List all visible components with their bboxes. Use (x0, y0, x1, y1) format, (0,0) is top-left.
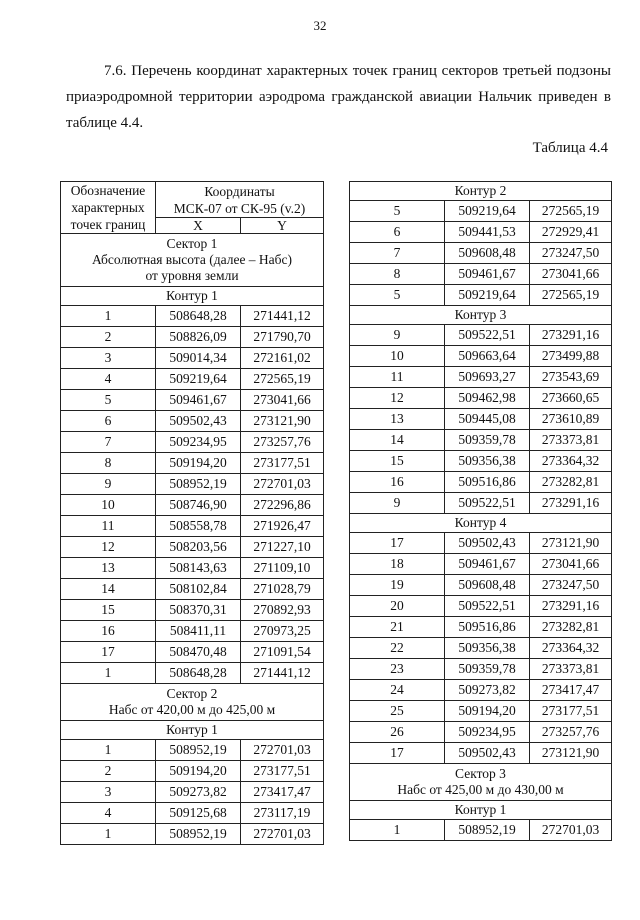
y-coordinate: 271926,47 (241, 516, 324, 537)
x-coordinate: 509522,51 (445, 325, 530, 346)
coordinates-header (156, 182, 324, 218)
sector-line: Сектор 3 (455, 766, 506, 781)
point-number: 16 (61, 621, 156, 642)
y-coordinate: 272701,03 (241, 474, 324, 495)
table-row (350, 388, 612, 409)
x-coordinate: 508952,19 (445, 820, 530, 841)
x-coordinate: 508470,48 (156, 642, 241, 663)
contour-row (350, 801, 612, 820)
table-row (61, 306, 324, 327)
y-coordinate: 273177,51 (241, 453, 324, 474)
point-number: 8 (61, 453, 156, 474)
contour-label: Контур 3 (350, 306, 612, 325)
point-number: 11 (61, 516, 156, 537)
table-row (61, 824, 324, 845)
table-row (61, 558, 324, 579)
x-coordinate: 508746,90 (156, 495, 241, 516)
y-coordinate: 273543,69 (530, 367, 612, 388)
point-number: 3 (61, 782, 156, 803)
point-number: 19 (350, 575, 445, 596)
x-coordinate: 508648,28 (156, 663, 241, 684)
header-line: точек границ (70, 217, 146, 232)
contour-row (61, 721, 324, 740)
y-coordinate: 273660,65 (530, 388, 612, 409)
y-coordinate: 273364,32 (530, 638, 612, 659)
x-coordinate: 509663,64 (445, 346, 530, 367)
contour-row (350, 514, 612, 533)
contour-row (350, 306, 612, 325)
point-number: 1 (61, 306, 156, 327)
x-coordinate: 509356,38 (445, 451, 530, 472)
y-coordinate: 273291,16 (530, 325, 612, 346)
x-coordinate: 508143,63 (156, 558, 241, 579)
table-row (350, 346, 612, 367)
table-row (61, 782, 324, 803)
point-number: 21 (350, 617, 445, 638)
sector-line: Сектор 2 (166, 686, 218, 701)
y-coordinate: 270892,93 (241, 600, 324, 621)
x-coordinate: 509219,64 (445, 285, 530, 306)
point-number: 20 (350, 596, 445, 617)
y-coordinate: 273041,66 (241, 390, 324, 411)
table-row (61, 663, 324, 684)
y-coordinate: 270973,25 (241, 621, 324, 642)
x-coordinate: 508102,84 (156, 579, 241, 600)
x-coordinate: 509502,43 (445, 743, 530, 764)
y-coordinate: 273373,81 (530, 659, 612, 680)
table-row (61, 579, 324, 600)
header-line: Обозначение (70, 183, 146, 198)
y-coordinate: 273610,89 (530, 409, 612, 430)
point-number: 17 (350, 533, 445, 554)
y-coordinate: 272565,19 (241, 369, 324, 390)
x-coordinate: 509608,48 (445, 575, 530, 596)
table-row (61, 537, 324, 558)
x-coordinate: 509462,98 (445, 388, 530, 409)
point-number: 15 (61, 600, 156, 621)
y-coordinate: 271028,79 (241, 579, 324, 600)
x-coordinate: 509356,38 (445, 638, 530, 659)
x-coordinate: 509516,86 (445, 617, 530, 638)
y-coordinate: 272565,19 (530, 201, 612, 222)
coordinates-table-left (60, 181, 324, 845)
point-number: 10 (350, 346, 445, 367)
table-row (350, 617, 612, 638)
y-coordinate: 271441,12 (241, 663, 324, 684)
table-row (61, 621, 324, 642)
point-number: 4 (61, 803, 156, 824)
table-row (350, 493, 612, 514)
y-coordinate: 273291,16 (530, 596, 612, 617)
y-coordinate: 272701,03 (241, 824, 324, 845)
point-number: 1 (61, 824, 156, 845)
x-coordinate: 509502,43 (445, 533, 530, 554)
x-coordinate: 509194,20 (445, 701, 530, 722)
point-number: 9 (350, 325, 445, 346)
table-row (61, 642, 324, 663)
table-row (350, 575, 612, 596)
table-row (61, 600, 324, 621)
table-row (350, 701, 612, 722)
contour-label: Контур 1 (350, 801, 612, 820)
sector-3-header-cell (350, 764, 612, 801)
y-coordinate: 273247,50 (530, 575, 612, 596)
table-row (350, 451, 612, 472)
x-coordinate: 509441,53 (445, 222, 530, 243)
sector-line: Набс от 420,00 м до 425,00 м (108, 702, 276, 717)
table-row (61, 432, 324, 453)
intro-paragraph: 7.6. Перечень координат характерных точек границ секторов третьей подзоны приаэродромной территории аэродрома гражданской авиации Нальчик приведен в таблице 4.4. (66, 63, 611, 131)
y-coordinate: 273177,51 (241, 761, 324, 782)
y-coordinate: 273282,81 (530, 617, 612, 638)
y-coordinate: 273499,88 (530, 346, 612, 367)
y-column-header: Y (241, 218, 324, 234)
x-coordinate: 509522,51 (445, 493, 530, 514)
x-coordinate: 509359,78 (445, 659, 530, 680)
table-row (350, 722, 612, 743)
x-coordinate: 509522,51 (445, 596, 530, 617)
sector-2-header-cell (61, 684, 324, 721)
table-row (350, 325, 612, 346)
table-row (61, 327, 324, 348)
point-number: 11 (350, 367, 445, 388)
y-coordinate: 271790,70 (241, 327, 324, 348)
point-number: 7 (350, 243, 445, 264)
point-number: 4 (61, 369, 156, 390)
table-row (61, 495, 324, 516)
table-row (350, 554, 612, 575)
x-coordinate: 509693,27 (445, 367, 530, 388)
x-coordinate: 509234,95 (445, 722, 530, 743)
header-line: характерных (71, 200, 145, 215)
point-column-header (61, 182, 156, 234)
x-coordinate: 509445,08 (445, 409, 530, 430)
point-number: 5 (61, 390, 156, 411)
x-coordinate: 509194,20 (156, 453, 241, 474)
point-number: 13 (350, 409, 445, 430)
contour-label: Контур 1 (61, 287, 324, 306)
x-coordinate: 509461,67 (445, 554, 530, 575)
y-coordinate: 272296,86 (241, 495, 324, 516)
x-coordinate: 508952,19 (156, 474, 241, 495)
sector-2-header (61, 684, 324, 721)
table-row (350, 367, 612, 388)
point-number: 16 (350, 472, 445, 493)
point-number: 7 (61, 432, 156, 453)
table-row (350, 638, 612, 659)
x-coordinate: 508203,56 (156, 537, 241, 558)
y-coordinate: 273041,66 (530, 554, 612, 575)
sector-1-header-cell (61, 234, 324, 287)
table-row (61, 761, 324, 782)
y-coordinate: 273121,90 (530, 533, 612, 554)
point-number: 15 (350, 451, 445, 472)
point-number: 2 (61, 761, 156, 782)
y-coordinate: 273282,81 (530, 472, 612, 493)
x-coordinate: 509461,67 (445, 264, 530, 285)
point-number: 2 (61, 327, 156, 348)
point-number: 1 (350, 820, 445, 841)
point-number: 14 (61, 579, 156, 600)
point-number: 25 (350, 701, 445, 722)
x-coordinate: 509273,82 (156, 782, 241, 803)
point-number: 12 (350, 388, 445, 409)
y-coordinate: 273364,32 (530, 451, 612, 472)
x-coordinate: 508411,11 (156, 621, 241, 642)
y-coordinate: 273291,16 (530, 493, 612, 514)
point-number: 6 (350, 222, 445, 243)
point-number: 24 (350, 680, 445, 701)
header-row (61, 182, 324, 218)
x-coordinate: 508648,28 (156, 306, 241, 327)
y-coordinate: 273417,47 (530, 680, 612, 701)
table-row (61, 453, 324, 474)
table-row (350, 472, 612, 493)
header-line: Координаты (204, 183, 275, 199)
table-row (350, 820, 612, 841)
x-coordinate: 509461,67 (156, 390, 241, 411)
x-coordinate: 509194,20 (156, 761, 241, 782)
point-number: 13 (61, 558, 156, 579)
y-coordinate: 271091,54 (241, 642, 324, 663)
x-coordinate: 509014,34 (156, 348, 241, 369)
point-number: 3 (61, 348, 156, 369)
sector-line: Сектор 1 (166, 236, 218, 251)
contour-row (61, 287, 324, 306)
y-coordinate: 273177,51 (530, 701, 612, 722)
sector-1-header (61, 234, 324, 287)
x-coordinate: 508952,19 (156, 824, 241, 845)
y-coordinate: 272929,41 (530, 222, 612, 243)
x-coordinate: 509234,95 (156, 432, 241, 453)
x-column-header: X (156, 218, 241, 234)
sector-line: от уровня земли (145, 268, 239, 283)
y-coordinate: 271109,10 (241, 558, 324, 579)
sector-line: Абсолютная высота (далее – Набс) (91, 252, 293, 267)
point-number: 1 (61, 663, 156, 684)
table-row (350, 596, 612, 617)
x-coordinate: 509502,43 (156, 411, 241, 432)
x-coordinate: 508826,09 (156, 327, 241, 348)
point-number: 1 (61, 740, 156, 761)
contour-label: Контур 1 (61, 721, 324, 740)
sector-line: Набс от 425,00 м до 430,00 м (397, 782, 564, 797)
contour-label: Контур 2 (350, 182, 612, 201)
x-coordinate: 509516,86 (445, 472, 530, 493)
table-row (61, 369, 324, 390)
table-row (350, 659, 612, 680)
y-coordinate: 273417,47 (241, 782, 324, 803)
y-coordinate: 271441,12 (241, 306, 324, 327)
x-coordinate: 509359,78 (445, 430, 530, 451)
point-number: 17 (61, 642, 156, 663)
point-number: 14 (350, 430, 445, 451)
header-line: МСК-07 от СК-95 (v.2) (173, 200, 306, 216)
x-coordinate: 508370,31 (156, 600, 241, 621)
point-number: 5 (350, 201, 445, 222)
point-number: 6 (61, 411, 156, 432)
point-number: 17 (350, 743, 445, 764)
y-coordinate: 273121,90 (530, 743, 612, 764)
y-coordinate: 272565,19 (530, 285, 612, 306)
point-number: 18 (350, 554, 445, 575)
y-coordinate: 273121,90 (241, 411, 324, 432)
y-coordinate: 272161,02 (241, 348, 324, 369)
y-coordinate: 272701,03 (241, 740, 324, 761)
table-row (61, 740, 324, 761)
table-row (350, 743, 612, 764)
point-number: 10 (61, 495, 156, 516)
table-row (350, 533, 612, 554)
table-row (61, 348, 324, 369)
y-coordinate: 272701,03 (530, 820, 612, 841)
point-number: 12 (61, 537, 156, 558)
x-coordinate: 509219,64 (445, 201, 530, 222)
page-number: 32 (313, 18, 327, 33)
table-row (350, 264, 612, 285)
point-number: 9 (61, 474, 156, 495)
table-row (61, 474, 324, 495)
y-coordinate: 273041,66 (530, 264, 612, 285)
x-coordinate: 509219,64 (156, 369, 241, 390)
table-row (350, 680, 612, 701)
table-row (350, 243, 612, 264)
x-coordinate: 508952,19 (156, 740, 241, 761)
x-coordinate: 509273,82 (445, 680, 530, 701)
point-number: 9 (350, 493, 445, 514)
table-row (61, 411, 324, 432)
y-coordinate: 271227,10 (241, 537, 324, 558)
sector-3-header (350, 764, 612, 801)
table-row (61, 516, 324, 537)
y-coordinate: 273257,76 (241, 432, 324, 453)
point-number: 26 (350, 722, 445, 743)
table-row (350, 285, 612, 306)
point-number: 23 (350, 659, 445, 680)
contour-label: Контур 4 (350, 514, 612, 533)
table-row (61, 803, 324, 824)
x-coordinate: 509608,48 (445, 243, 530, 264)
contour-row (350, 182, 612, 201)
y-coordinate: 273117,19 (241, 803, 324, 824)
table-row (350, 430, 612, 451)
y-coordinate: 273247,50 (530, 243, 612, 264)
x-coordinate: 508558,78 (156, 516, 241, 537)
coordinates-table-right (349, 181, 612, 841)
table-row (350, 201, 612, 222)
table-caption: Таблица 4.4 (532, 140, 608, 156)
table-row (350, 222, 612, 243)
x-coordinate: 509125,68 (156, 803, 241, 824)
y-coordinate: 273257,76 (530, 722, 612, 743)
y-coordinate: 273373,81 (530, 430, 612, 451)
point-number: 5 (350, 285, 445, 306)
table-row (350, 409, 612, 430)
table-row (61, 390, 324, 411)
point-number: 8 (350, 264, 445, 285)
point-number: 22 (350, 638, 445, 659)
